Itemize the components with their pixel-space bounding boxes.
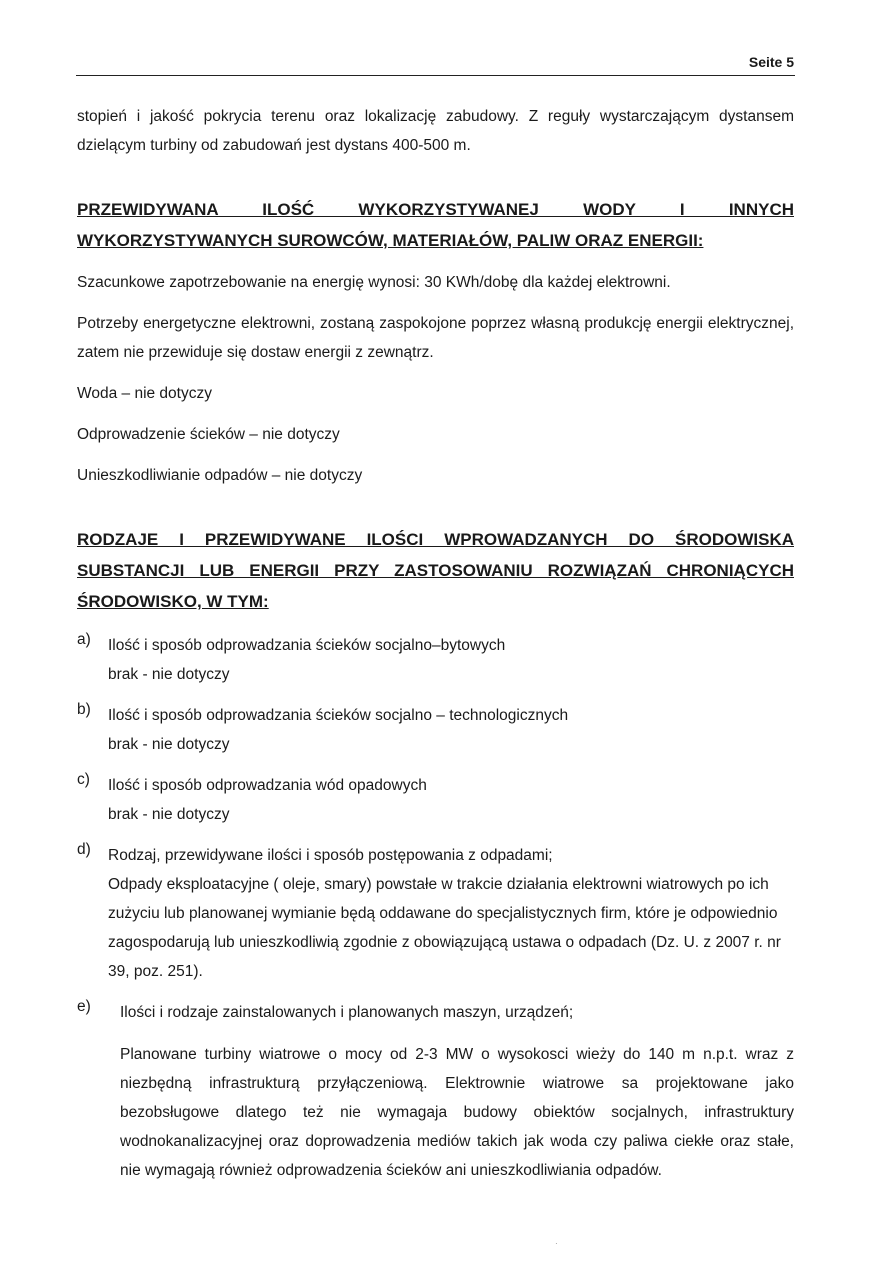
- sewage-paragraph: Odprowadzenie ścieków – nie dotyczy: [77, 426, 340, 443]
- list-item: [77, 998, 794, 1027]
- list-item: [77, 701, 794, 759]
- page-number-label: Seite 5: [748, 54, 794, 70]
- intro-paragraph: stopień i jakość pokrycia terenu oraz lokalizację zabudowy. Z reguły wystarczającym dystansem dzielącym turbiny od zabudowań jest dystans 400-500 m.: [77, 108, 794, 154]
- list-item-title: Ilość i sposób odprowadzania ścieków socjalno–bytowych: [108, 637, 506, 654]
- section-heading-line: ŚRODOWISKO, W TYM:: [77, 592, 269, 611]
- header-divider: [76, 75, 795, 76]
- waste-paragraph: Unieszkodliwianie odpadów – nie dotyczy: [77, 467, 363, 484]
- list-marker: c): [77, 771, 90, 788]
- list-item-detail: Planowane turbiny wiatrowe o mocy od 2-3 MW o wysokosci wieży do 140 m n.p.t. wraz z niezbędną infrastrukturą przyłączeniową. Elektrownie wiatrowe sa projektowane jako bezobsługowe dlatego też nie wymagaja budowy obiektów socjalnych, infrastruktury wodnokanalizacyjnej oraz doprowadzenia mediów takich jak woda czy paliwa ciekłe oraz stałe, nie wymagają również odprowadzenia ścieków ani unieszkodliwiania odpadów.: [120, 1046, 794, 1179]
- list-item-title: Rodzaj, przewidywane ilości i sposób postępowania z odpadami;: [108, 847, 553, 864]
- section-heading-line: WYKORZYSTYWANYCH SUROWCÓW, MATERIAŁÓW, PALIW ORAZ ENERGII:: [77, 231, 704, 250]
- list-item-title: Ilość i sposób odprowadzania ścieków socjalno – technologicznych: [108, 707, 569, 724]
- document-body: [77, 102, 794, 1185]
- list-item-detail: brak - nie dotyczy: [108, 736, 230, 753]
- list-item-detail: brak - nie dotyczy: [108, 806, 230, 823]
- list-item: [77, 771, 794, 829]
- energy-demand-paragraph: Szacunkowe zapotrzebowanie na energię wynosi: 30 KWh/dobę dla każdej elektrowni.: [77, 274, 671, 291]
- section-heading-resources: [77, 194, 794, 256]
- list-item-title: Ilość i sposób odprowadzania wód opadowych: [108, 777, 427, 794]
- section-heading-line: RODZAJE I PRZEWIDYWANE ILOŚCI WPROWADZANYCH DO ŚRODOWISKA: [77, 530, 794, 549]
- list-item: [77, 841, 794, 986]
- list-marker: e): [77, 998, 91, 1015]
- list-marker: b): [77, 701, 91, 718]
- list-marker: d): [77, 841, 91, 858]
- list-item-title: Ilości i rodzaje zainstalowanych i planowanych maszyn, urządzeń;: [120, 1004, 574, 1021]
- section-heading-line: PRZEWIDYWANA ILOŚĆ WYKORZYSTYWANEJ WODY I INNYCH: [77, 200, 794, 219]
- list-item-detail: brak - nie dotyczy: [108, 666, 230, 683]
- list-marker: a): [77, 631, 91, 648]
- list-item: [77, 631, 794, 689]
- list-item-detail: Odpady eksploatacyjne ( oleje, smary) powstałe w trakcie działania elektrowni wiatrowych po ich zużyciu lub planowanej wymianie będą oddawane do specjalistycznych firm, które je odpowiednio zagospodarują lub unieszkodliwią zgodnie z obowiązującą ustawa o odpadach (Dz. U. z 2007 r. nr 39, poz. 251).: [108, 876, 781, 980]
- section-heading-emissions: [77, 524, 794, 617]
- water-paragraph: Woda – nie dotyczy: [77, 385, 212, 402]
- energy-needs-paragraph: Potrzeby energetyczne elektrowni, zostaną zaspokojone poprzez własną produkcję energii elektrycznej, zatem nie przewiduje się dostaw energii z zewnątrz.: [77, 315, 794, 361]
- scan-mark: ·: [555, 1239, 558, 1248]
- section-heading-line: SUBSTANCJI LUB ENERGII PRZY ZASTOSOWANIU ROZWIĄZAŃ CHRONIĄCYCH: [77, 561, 794, 580]
